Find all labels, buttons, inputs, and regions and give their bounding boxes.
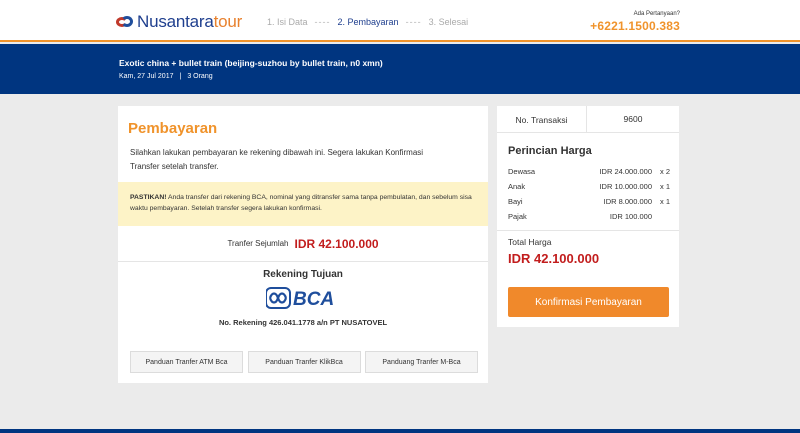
nusantara-logo-icon bbox=[116, 15, 134, 29]
guide-atm-bca-button[interactable]: Panduan Tranfer ATM Bca bbox=[130, 351, 243, 373]
price-detail-list bbox=[508, 164, 670, 224]
trip-meta-separator: | bbox=[179, 73, 182, 80]
payment-title: Pembayaran bbox=[128, 120, 218, 137]
payment-card bbox=[118, 106, 488, 383]
payment-description: Silahkan lakukan pembayaran ke rekening dibawah ini. Segera lakukan Konfirmasi Transfer setelah transfer. bbox=[130, 148, 424, 171]
transaction-row bbox=[497, 106, 679, 133]
trip-summary-band bbox=[0, 44, 800, 94]
site-header bbox=[0, 0, 800, 42]
step-selesai: 3. Selesai bbox=[428, 17, 469, 27]
summary-divider bbox=[497, 230, 679, 231]
contact-phone[interactable]: +6221.1500.383 bbox=[590, 19, 680, 33]
svg-text:BCA: BCA bbox=[293, 289, 335, 309]
logo-text: Nusantaratour bbox=[137, 12, 243, 31]
guide-klikbca-button[interactable]: Panduan Tranfer KlikBca bbox=[248, 351, 361, 373]
guide-mbca-button[interactable]: Panduang Tranfer M-Bca bbox=[365, 351, 478, 373]
price-detail-title: Perincian Harga bbox=[508, 145, 592, 157]
contact-info bbox=[590, 11, 680, 33]
price-row-pajak: Pajak IDR 100.000 bbox=[508, 212, 652, 221]
transfer-amount-value: IDR 42.100.000 bbox=[294, 236, 379, 251]
price-row-bayi: Bayi IDR 8.000.000 x 1 bbox=[508, 197, 670, 206]
price-row-anak: Anak IDR 10.000.000 x 1 bbox=[508, 182, 670, 191]
payment-warning bbox=[118, 182, 488, 226]
trip-title: Exotic china + bullet train (beijing-suzhou by bullet train, n0 xmn) bbox=[119, 58, 383, 68]
trip-pax: 3 Orang bbox=[187, 73, 213, 80]
step-separator: ---- bbox=[405, 17, 422, 27]
contact-label: Ada Pertanyaan? bbox=[633, 11, 680, 17]
site-logo[interactable] bbox=[116, 12, 242, 32]
bca-logo-icon bbox=[266, 287, 340, 309]
confirm-payment-button[interactable]: Konfirmasi Pembayaran bbox=[508, 287, 669, 317]
price-summary-card bbox=[497, 106, 679, 327]
footer-bar bbox=[0, 429, 800, 433]
total-label: Total Harga bbox=[508, 237, 552, 247]
trip-date: Kam, 27 Jul 2017 bbox=[119, 73, 174, 80]
transfer-amount-row bbox=[118, 226, 488, 262]
step-separator: ---- bbox=[314, 17, 331, 27]
price-row-dewasa: Dewasa IDR 24.000.000 x 2 bbox=[508, 167, 670, 176]
account-title: Rekening Tujuan bbox=[263, 269, 343, 280]
transfer-amount-label: Tranfer Sejumlah bbox=[227, 239, 289, 248]
trip-meta bbox=[119, 73, 213, 80]
transaction-label: No. Transaksi bbox=[497, 106, 587, 133]
total-value: IDR 42.100.000 bbox=[508, 251, 600, 266]
account-number: No. Rekening 426.041.1778 a/n PT NUSATOVEL bbox=[218, 318, 388, 327]
warning-strong: PASTIKAN! bbox=[130, 194, 167, 201]
warning-text: Anda transfer dari rekening BCA, nominal yang ditransfer sama tanpa pembulatan, dan sebelum sisa waktu pembayaran. Setelah transfer segera lakukan konfirmasi. bbox=[130, 194, 472, 212]
step-isi-data: 1. Isi Data bbox=[267, 17, 308, 27]
transfer-guides bbox=[130, 351, 478, 373]
transaction-value: 9600 bbox=[623, 114, 643, 124]
step-pembayaran: 2. Pembayaran bbox=[337, 17, 399, 27]
checkout-steps bbox=[267, 17, 468, 27]
